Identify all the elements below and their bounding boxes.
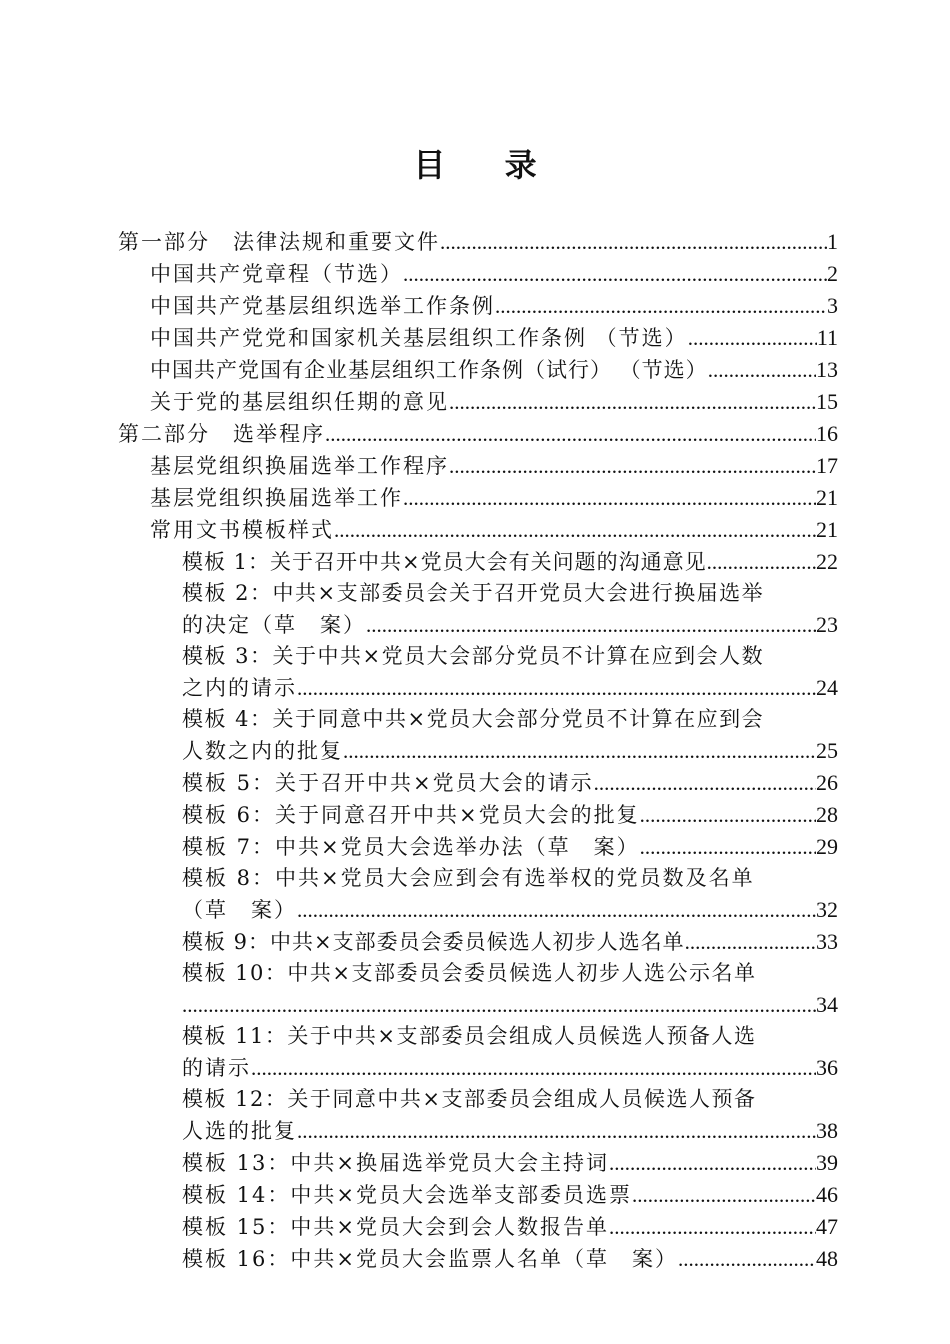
leader-dots	[449, 387, 816, 418]
toc-entry-part-1[interactable]	[118, 226, 838, 258]
toc-entry-text: 模板 7：中共×党员大会选举办法（草 案）	[182, 835, 640, 859]
toc-page-number: 23	[816, 612, 838, 637]
toc-entry-text: 中国共产党基层组织选举工作条例	[150, 294, 495, 318]
leader-dots	[403, 259, 827, 290]
toc-entry-text: 的决定（草 案）	[182, 613, 366, 637]
leader-dots	[640, 800, 816, 831]
toc-entry-first-line: 模板 10：中共×支部委员会委员候选人初步人选公示名单	[182, 961, 757, 985]
toc-entry[interactable]	[118, 322, 838, 354]
toc-entry-first-line: 模板 11：关于中共×支部委员会组成人员候选人预备人选	[182, 1024, 757, 1048]
toc-page-number: 17	[816, 453, 838, 478]
toc-entry-text: 模板 6：关于同意召开中共×党员大会的批复	[182, 803, 640, 827]
toc-entry[interactable]	[118, 258, 838, 290]
toc-page-number: 26	[816, 770, 838, 795]
toc-page-number: 32	[816, 897, 838, 922]
toc-entry-template[interactable]	[118, 831, 838, 863]
toc-entry[interactable]	[118, 354, 838, 386]
leader-dots	[678, 1244, 816, 1275]
toc-entry-text: 第一部分 法律法规和重要文件	[118, 230, 440, 254]
toc-page-number: 15	[816, 389, 838, 414]
toc-entry-text: 模板 13：中共×换届选举党员大会主持词	[182, 1151, 609, 1175]
leader-dots	[182, 990, 816, 1021]
toc-entry-template[interactable]	[118, 578, 838, 641]
toc-entry-template[interactable]	[118, 926, 838, 958]
leader-dots	[632, 1180, 816, 1211]
toc-page-number: 46	[816, 1182, 838, 1207]
leader-dots	[594, 768, 816, 799]
toc-entry[interactable]	[118, 450, 838, 482]
toc-entry-text: 基层党组织换届选举工作程序	[150, 454, 449, 478]
toc-entry-template[interactable]	[118, 863, 838, 926]
toc-entry-text: 模板 1：关于召开中共×党员大会有关问题的沟通意见	[182, 550, 707, 574]
leader-dots	[297, 673, 816, 704]
toc-entry-template[interactable]	[118, 1211, 838, 1243]
toc-entry[interactable]	[118, 386, 838, 418]
toc-page-number: 1	[827, 229, 838, 254]
toc-entry-text: 模板 16：中共×党员大会监票人名单（草 案）	[182, 1247, 678, 1271]
leader-dots	[440, 227, 827, 258]
leader-dots	[297, 895, 816, 926]
toc-entry-first-line: 模板 8：中共×党员大会应到会有选举权的党员数及名单	[182, 866, 755, 890]
leader-dots	[334, 515, 816, 546]
toc-entry-text: 模板 9：中共×支部委员会委员候选人初步人选名单	[182, 930, 685, 954]
leader-dots	[343, 736, 816, 767]
toc-entry-text: 模板 14：中共×党员大会选举支部委员选票	[182, 1183, 632, 1207]
toc-entry-text: 中国共产党党和国家机关基层组织工作条例 （节选）	[150, 326, 688, 350]
toc-entry-text: 基层党组织换届选举工作	[150, 486, 403, 510]
toc-page-number: 22	[816, 549, 838, 574]
toc-entry-template[interactable]	[118, 799, 838, 831]
toc-page-number: 11	[816, 325, 838, 350]
toc-entry-first-line: 模板 12：关于同意中共×支部委员会组成人员候选人预备	[182, 1087, 757, 1111]
table-of-contents	[118, 226, 838, 1275]
toc-page-number: 16	[816, 421, 838, 446]
toc-entry[interactable]	[118, 290, 838, 322]
toc-entry-part-2[interactable]	[118, 418, 838, 450]
leader-dots	[609, 1148, 816, 1179]
toc-entry-template[interactable]	[118, 641, 838, 704]
toc-entry[interactable]	[118, 514, 838, 546]
toc-page-number: 47	[816, 1214, 838, 1239]
leader-dots	[297, 1116, 816, 1147]
toc-entry-text: 之内的请示	[182, 676, 297, 700]
toc-entry-template[interactable]	[118, 1084, 838, 1147]
toc-page-number: 3	[827, 293, 838, 318]
leader-dots	[708, 355, 816, 386]
toc-entry-template[interactable]	[118, 1147, 838, 1179]
leader-dots	[685, 927, 816, 958]
leader-dots	[688, 323, 817, 354]
toc-page-number: 33	[816, 929, 838, 954]
toc-page-number: 34	[816, 992, 838, 1017]
toc-entry-text: 第二部分 选举程序	[118, 422, 325, 446]
toc-entry-text: 人数之内的批复	[182, 739, 343, 763]
toc-page-number: 38	[816, 1118, 838, 1143]
toc-entry-text: 中国共产党国有企业基层组织工作条例（试行） （节选）	[150, 358, 708, 382]
leader-dots	[609, 1212, 816, 1243]
leader-dots	[495, 291, 827, 322]
leader-dots	[707, 547, 816, 578]
toc-entry[interactable]	[118, 482, 838, 514]
toc-entry-text: 模板 5：关于召开中共×党员大会的请示	[182, 771, 594, 795]
page-title: 目 录	[413, 146, 561, 184]
toc-entry-text: 关于党的基层组织任期的意见	[150, 390, 449, 414]
leader-dots	[403, 483, 816, 514]
toc-entry-template[interactable]	[118, 704, 838, 767]
toc-entry-template[interactable]	[118, 958, 838, 1021]
toc-page-number: 13	[816, 357, 838, 382]
leader-dots	[640, 832, 816, 863]
toc-entry-first-line: 模板 3：关于中共×党员大会部分党员不计算在应到会人数	[182, 644, 765, 668]
toc-page-number: 28	[816, 802, 838, 827]
toc-page-number: 24	[816, 675, 838, 700]
toc-entry-first-line: 模板 2：中共×支部委员会关于召开党员大会进行换届选举	[182, 581, 765, 605]
toc-page-number: 2	[827, 261, 838, 286]
toc-page-number: 29	[816, 834, 838, 859]
toc-entry-template[interactable]	[118, 1021, 838, 1084]
leader-dots	[325, 419, 816, 450]
toc-entry-text: 人选的批复	[182, 1119, 297, 1143]
toc-entry-template[interactable]	[118, 546, 838, 578]
toc-entry-template[interactable]	[118, 1179, 838, 1211]
toc-entry-text: 模板 15：中共×党员大会到会人数报告单	[182, 1215, 609, 1239]
toc-entry-text: 中国共产党章程（节选）	[150, 262, 403, 286]
toc-entry-text: （草 案）	[182, 898, 297, 922]
leader-dots	[366, 610, 816, 641]
leader-dots	[251, 1053, 816, 1084]
toc-page-number: 36	[816, 1055, 838, 1080]
toc-entry-text: 常用文书模板样式	[150, 518, 334, 542]
toc-page-number: 48	[816, 1246, 838, 1271]
toc-entry-text: 的请示	[182, 1056, 251, 1080]
leader-dots	[449, 451, 816, 482]
toc-page-number: 39	[816, 1150, 838, 1175]
toc-entry-first-line: 模板 4：关于同意中共×党员大会部分党员不计算在应到会	[182, 707, 765, 731]
toc-entry-template[interactable]	[118, 1243, 838, 1275]
toc-page-number: 21	[816, 517, 838, 542]
toc-entry-template[interactable]	[118, 767, 838, 799]
toc-page-number: 25	[816, 738, 838, 763]
toc-page-number: 21	[816, 485, 838, 510]
